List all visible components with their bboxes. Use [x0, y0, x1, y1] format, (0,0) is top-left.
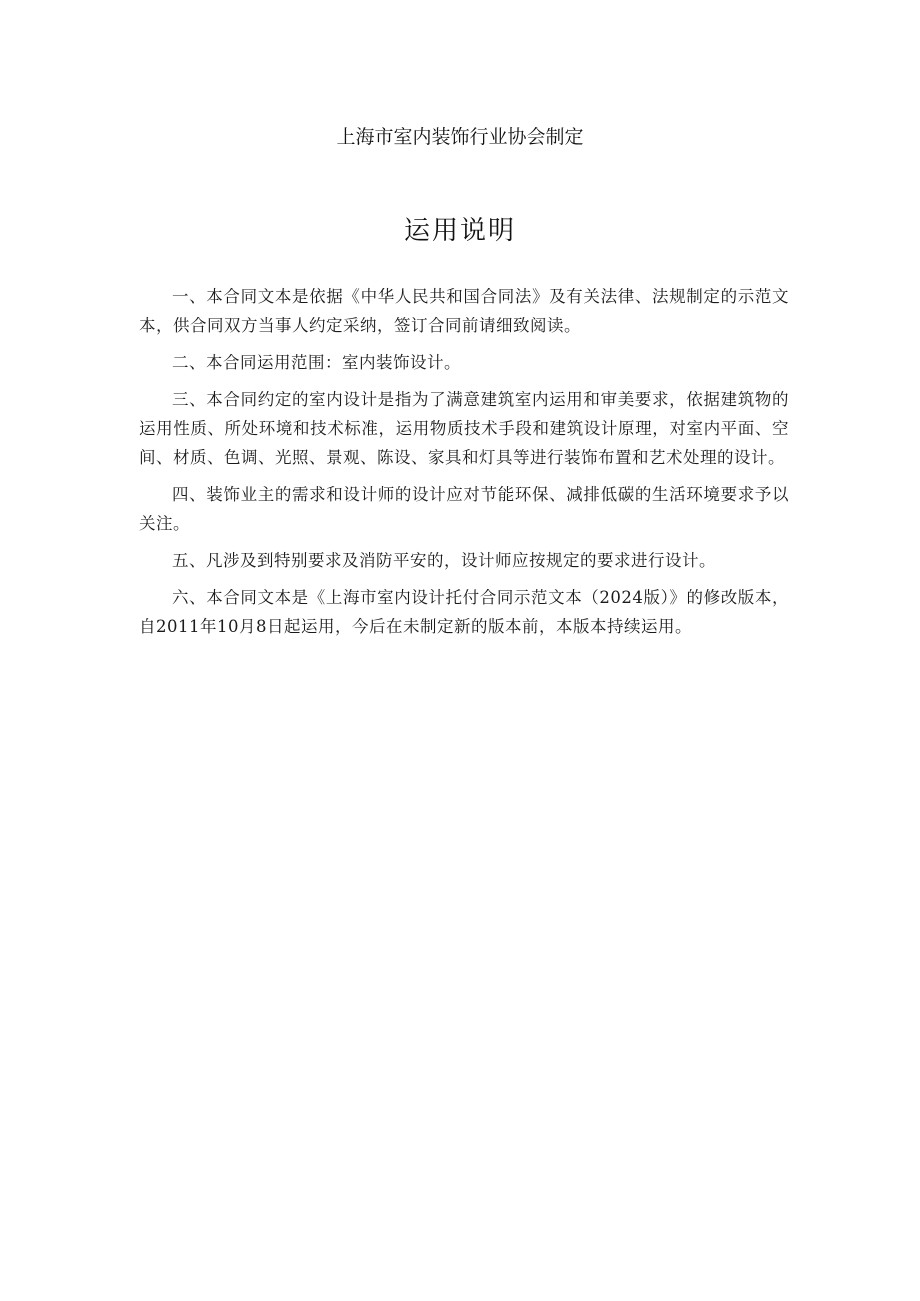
issuer-heading: 上海市室内装饰行业协会制定	[336, 126, 584, 148]
paragraph-3: 三、本合同约定的室内设计是指为了满意建筑室内运用和审美要求，依据建筑物的运用性质、所处环境和技术标准，运用物质技术手段和建筑设计原理，对室内平面、空间、材质、色调、光照、景观、陈设、家具和灯具等进行装饰布置和艺术处理的设计。	[139, 390, 789, 467]
instructions-body	[139, 282, 789, 649]
paragraph-1: 一、本合同文本是依据《中华人民共和国合同法》及有关法律、法规制定的示范文本，供合同双方当事人约定采纳，签订合同前请细致阅读。	[139, 287, 789, 335]
paragraph-5: 五、凡涉及到特别要求及消防平安的，设计师应按规定的要求进行设计。	[172, 551, 716, 570]
paragraph-2: 二、本合同运用范围：室内装饰设计。	[172, 353, 461, 372]
document-title: 运用说明	[403, 216, 516, 246]
paragraph-6: 六、本合同文本是《上海市室内设计托付合同示范文本（2024版）》的修改版本，自2011年10月8日起运用，今后在未制定新的版本前，本版本持续运用。	[139, 588, 789, 636]
paragraph-4: 四、装饰业主的需求和设计师的设计应对节能环保、减排低碳的生活环境要求予以关注。	[139, 485, 789, 533]
